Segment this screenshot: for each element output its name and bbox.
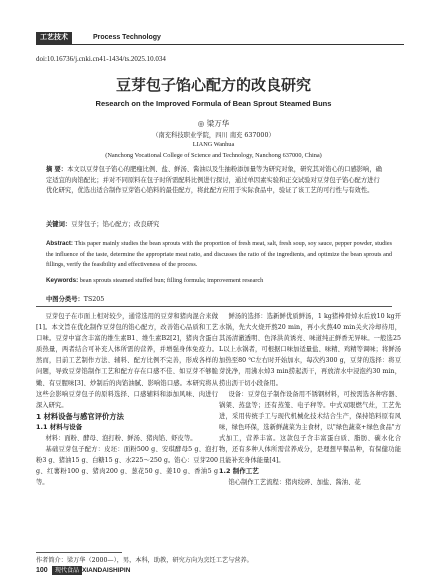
process-paragraph: 馅心制作工艺流程：猪肉绞碎、加盐、酱油、花 — [228, 479, 361, 487]
doi: doi:10.16736/j.cnki.cn41-1434/ts.2025.10.034 — [36, 55, 166, 63]
author-chinese: ◎ 梁万华 — [197, 119, 230, 128]
abstract-cn-text: 本文以豆芽包子馅心的肥瘦比例、盐、鲜汤、酱油以及生抽粉添加量等为研究对象，研究其对馅心的口感影响，确定适宜的肉馅配比；并对不同原料在包子时所需配料比例进行探讨，通过单因素实验和正交试验对豆芽包子馅心配方进行优化研究，优选出适合制作豆芽馅心馅料的最佳配方，将此配方应用于实际食品中，验证了该工艺的可行性与有效性。 — [46, 166, 382, 195]
broth-paragraph: 鲜汤的选择：选新鲜优质鲜汤，1 kg猪棒骨焯水后放10 kg开水锅，先大火烧开熬20 min，再小火熬40 min关火冷却待用，其汤清澈透明、色泽洪黄诱亮、味道纯正鲜香无异味。一般选25 L以上水锅者，可根据口味加适量盐、味精、鸡精等调味；将鲜汤加热至80 ℃左右时开始加水，每次约300 g，豆芽的选择：将豆芽洗净，用沸水焯3 min捞起沥干，再放清水中浸泡约30 min，捞出沥干切小段备用。 — [219, 313, 401, 387]
intro-paragraph: 豆芽包子在市面上相对较少，通常选用的豆芽和猪肉混合来做[1]。本文旨在优化制作豆芽包的馅心配方，改善馅心品质和工艺口味。豆芽中富含丰富的维生素B1、维生素B2[2]，猪肉含蛋白质热量，两者结合可补充人体所需的营养，并增强身体免疫力。然而，目前工艺制作方法、辅料、配方比例不完善，形成各样的问题，导致豆芽馅制作工艺和配方存在口感不佳、如豆芽不够脆嫩、有豆腥味[3]、炒制后的肉馅油腻、影响馅口感。本研究将从这些会影响豆芽包子的原料选择、口感辅料和添加风味、肉进行深入研究。 — [36, 313, 218, 409]
affiliation-english: (Nanchong Vocational College of Science and Technology, Nanchong 637000, China) — [105, 152, 322, 159]
title-chinese: 豆芽包子馅心配方的改良研究 — [115, 76, 311, 94]
abstract-en-text: This paper mainly studies the bean sprouts with the proportion of fresh meat, salt, fresh soup, soy sauce, pepper powder, studies the influence of the taste, determine the appropriate meat ratio, and discusses the ratio of the ingredients, and optimize the bean sprouts and fillings, verify the feasibility and effectiveness of the process. — [46, 241, 392, 268]
author-footnote: 作者简介：梁万华（2000—），男，本科，助教，研究方向为烹饪工艺与营养。 — [36, 557, 253, 564]
body-column-right — [219, 311, 401, 489]
keywords-english — [46, 277, 392, 284]
abstract-english — [46, 239, 392, 271]
magazine-name: 现代食品 — [52, 566, 82, 575]
subsection-heading: 1.2 制作工艺 — [219, 467, 259, 476]
title-english: Research on the Improved Formula of Bean Sprout Steamed Buns — [95, 99, 332, 108]
section-tag: 工艺技术 — [36, 32, 72, 44]
clc-value: TS205 — [83, 296, 105, 303]
classification-number — [46, 294, 104, 303]
keywords-cn-text: 豆芽包子；馅心配方；改良研究 — [71, 221, 160, 228]
footnote-divider — [36, 552, 122, 553]
clc-label: 中图分类号： — [46, 296, 84, 303]
subsection-heading: 1.1 材料与设备 — [36, 422, 83, 431]
keywords-chinese — [46, 219, 386, 228]
materials-paragraph: 材料：面粉、酵母、泡打粉、鲜汤、猪肉馅、虾皮等。 — [45, 435, 197, 443]
page-number: 100 — [36, 567, 48, 574]
divider — [36, 306, 392, 307]
keywords-en-label: Keywords: — [46, 277, 79, 284]
abstract-cn-label: 摘 要： — [46, 166, 68, 173]
abstract-chinese — [46, 165, 386, 197]
section-heading: 1 材料设备与感官评价方法 — [36, 411, 124, 421]
keywords-cn-label: 关键词： — [46, 221, 72, 228]
keywords-en-text: bean sprouts steamed stuffed bun; filling formula; improvement research — [79, 277, 264, 284]
abstract-en-label: Abstract: — [46, 240, 73, 247]
magazine-name-english: XIANDAISHIPIN — [82, 567, 131, 574]
body-column-left — [36, 311, 218, 489]
equipment-paragraph: 设备：豆芽包子制作设备用不锈钢材料，可按需选各种容器、锅架、蒸盘等；还有蒸笼、电子秤等。中式双眼燃气灶，工艺先进，采用传统手工与现代机械化技术结合生产，保持馅料原有风味，绿色环保，选新鲜蔬菜为主食材，以"绿色蔬菜+绿色食品"方式加工，营养丰富。这款包子含丰富蛋白质、脂肪、碳水化合物，还有多种人体所需营养成分，是理想早餐品种，有保健功能且能补充身体能量[4]。 — [219, 390, 401, 465]
author-english: LIANG Wanhua — [192, 141, 235, 148]
affiliation-chinese: （南充科技职业学院，四川 南充 637000） — [152, 132, 275, 139]
section-title: Process Technology — [93, 34, 161, 41]
journal-header — [36, 32, 404, 45]
formula-paragraph: 基础豆芽包子配方：皮坯：面粉500 g、安琪酵母5 g、泡打粉3 g、猪油15 g、白糖15 g、水225～250 g。馅心：豆芽200 g、红薯粉100 g、猪肉200 g、葱花50 g、姜10 g、香油5 g等。 — [36, 446, 218, 487]
